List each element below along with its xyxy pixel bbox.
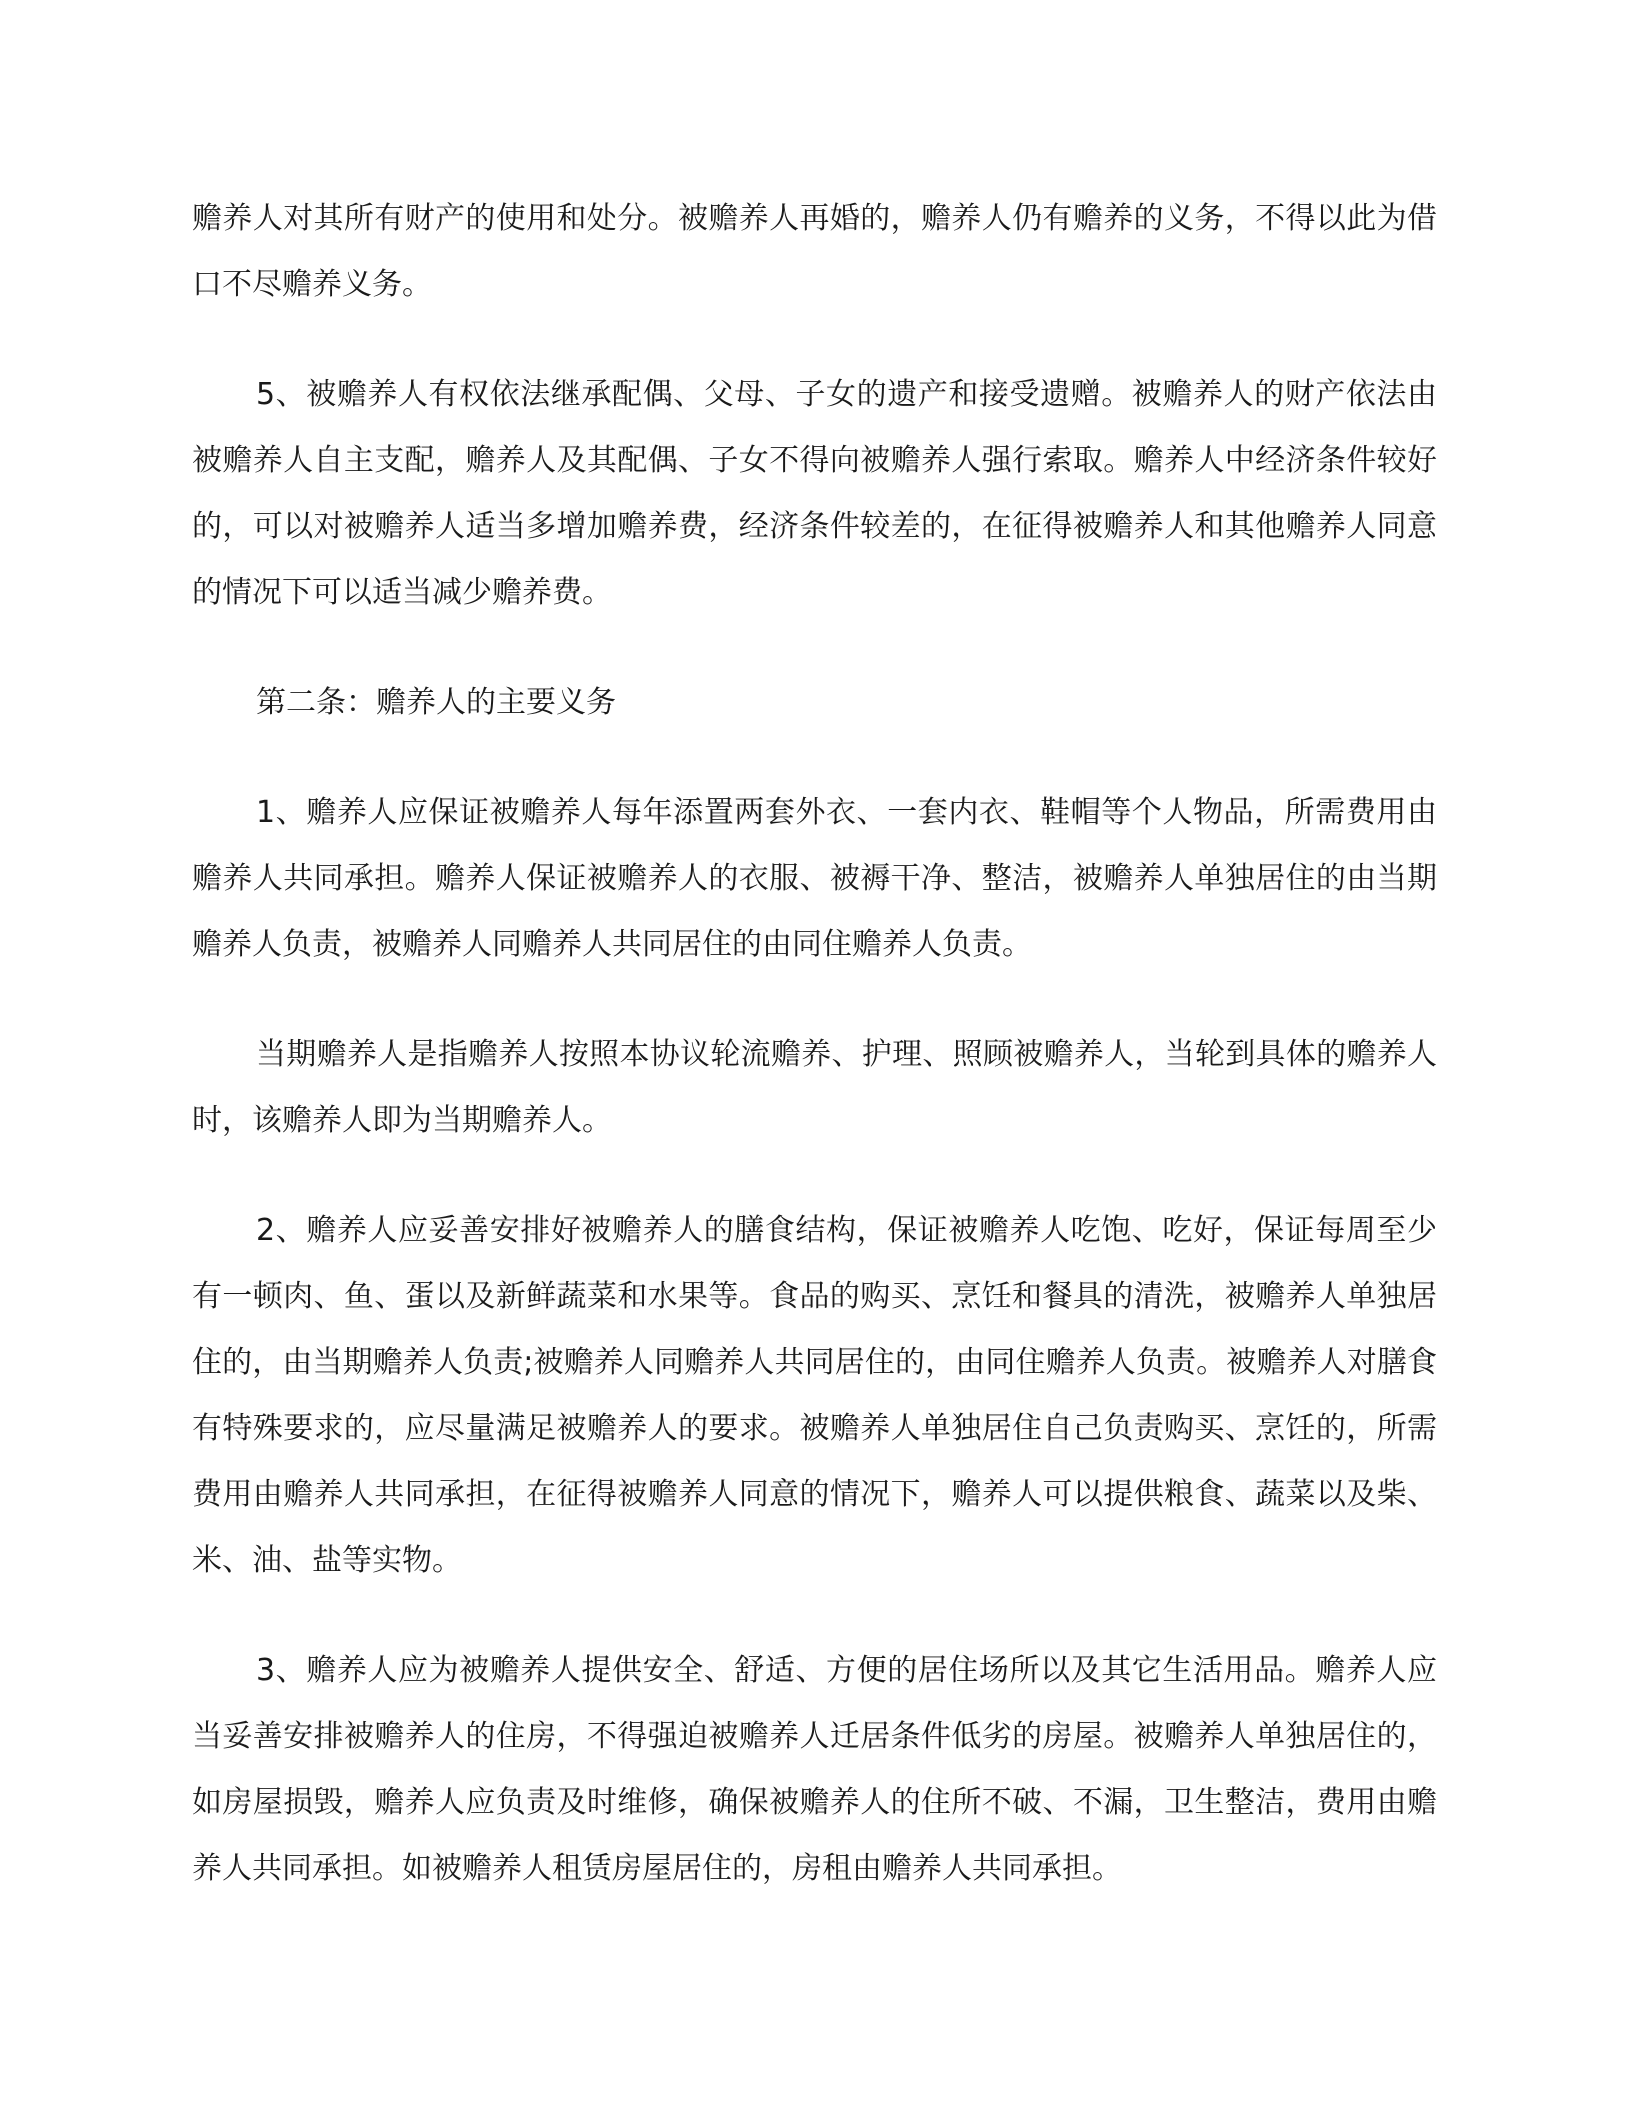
- document-body: [192, 186, 1437, 1902]
- section-heading-article-2: 第二条：赡养人的主要义务: [256, 685, 616, 720]
- paragraph-definition: 当期赡养人是指赡养人按照本协议轮流赡养、护理、照顾被赡养人，当轮到具体的赡养人时，该赡养人即为当期赡养人。: [192, 1037, 1437, 1138]
- paragraph-item-3: 3、赡养人应为被赡养人提供安全、舒适、方便的居住场所以及其它生活用品。赡养人应当妥善安排被赡养人的住房，不得强迫被赡养人迁居条件低劣的房屋。被赡养人单独居住的，如房屋损毁，赡养人应负责及时维修，确保被赡养人的住所不破、不漏，卫生整洁，费用由赡养人共同承担。如被赡养人租赁房屋居住的，房租由赡养人共同承担。: [192, 1653, 1437, 1886]
- paragraph-continuation: 赡养人对其所有财产的使用和处分。被赡养人再婚的，赡养人仍有赡养的义务，不得以此为借口不尽赡养义务。: [192, 201, 1437, 302]
- paragraph-item-1: 1、赡养人应保证被赡养人每年添置两套外衣、一套内衣、鞋帽等个人物品，所需费用由赡养人共同承担。赡养人保证被赡养人的衣服、被褥干净、整洁，被赡养人单独居住的由当期赡养人负责，被赡养人同赡养人共同居住的由同住赡养人负责。: [192, 795, 1437, 962]
- paragraph-item-2: 2、赡养人应妥善安排好被赡养人的膳食结构，保证被赡养人吃饱、吃好，保证每周至少有一顿肉、鱼、蛋以及新鲜蔬菜和水果等。食品的购买、烹饪和餐具的清洗，被赡养人单独居住的，由当期赡养人负责;被赡养人同赡养人共同居住的，由同住赡养人负责。被赡养人对膳食有特殊要求的，应尽量满足被赡养人的要求。被赡养人单独居住自己负责购买、烹饪的，所需费用由赡养人共同承担，在征得被赡养人同意的情况下，赡养人可以提供粮食、蔬菜以及柴、米、油、盐等实物。: [192, 1213, 1437, 1578]
- paragraph-item-5: 5、被赡养人有权依法继承配偶、父母、子女的遗产和接受遗赠。被赡养人的财产依法由被赡养人自主支配，赡养人及其配偶、子女不得向被赡养人强行索取。赡养人中经济条件较好的，可以对被赡养人适当多增加赡养费，经济条件较差的，在征得被赡养人和其他赡养人同意的情况下可以适当减少赡养费。: [192, 377, 1437, 610]
